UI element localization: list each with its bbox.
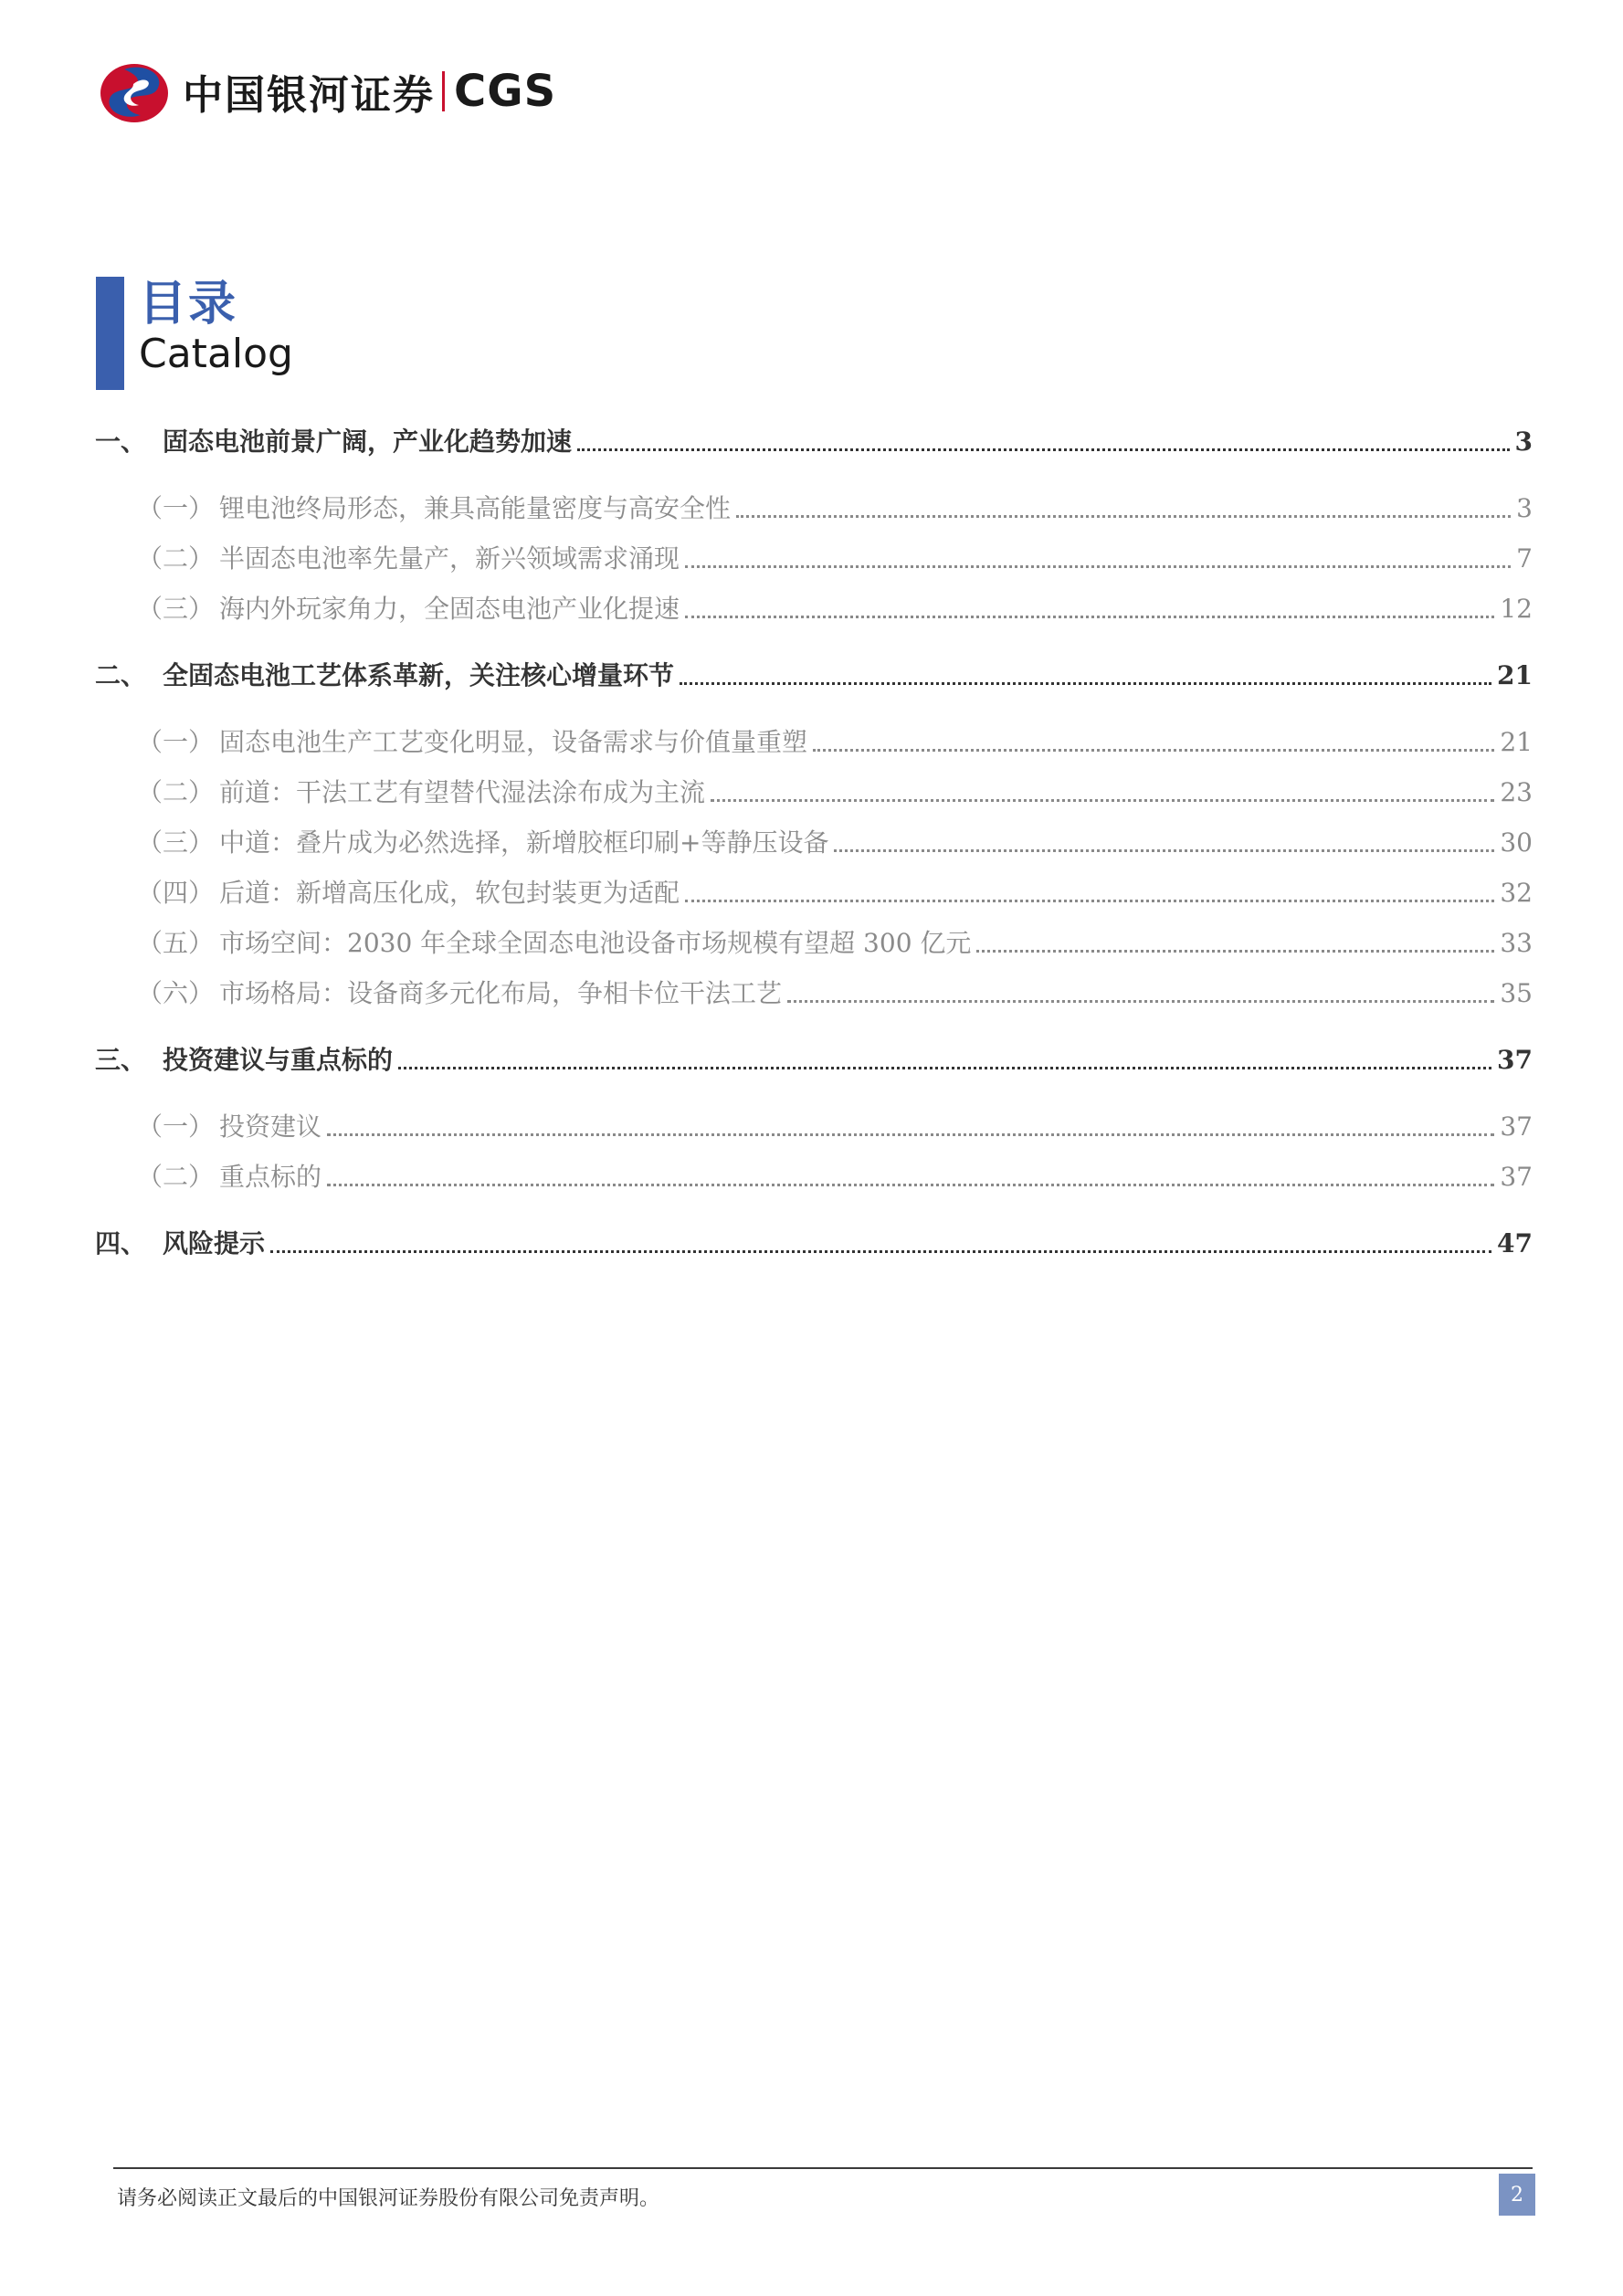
toc-entry-title: 风险提示 (163, 1228, 266, 1259)
toc-subsection-entry[interactable] (95, 773, 1533, 809)
brand-name-cn: 中国银河证券 (183, 72, 435, 119)
footer-divider (113, 2167, 1533, 2169)
toc-subsection-entry[interactable] (95, 489, 1533, 525)
toc-entry-title: 投资建议与重点标的 (163, 1045, 394, 1075)
toc-entry-number: 四、 (95, 1228, 147, 1259)
toc-dot-leader (577, 431, 1510, 458)
toc-dot-leader (787, 983, 1494, 1010)
catalog-title-cn: 目录 (139, 276, 238, 332)
toc-dot-leader (685, 548, 1511, 575)
page-number: 2 (1499, 2174, 1535, 2216)
toc-dot-leader (327, 1166, 1494, 1194)
toc-dot-leader (736, 498, 1511, 525)
toc-entry-page: 3 (1514, 427, 1533, 457)
toc-entry-page: 32 (1500, 878, 1533, 908)
toc-entry-title: 全固态电池工艺体系革新，关注核心增量环节 (163, 660, 675, 690)
toc-entry-page: 30 (1500, 827, 1533, 858)
toc-entry-page: 35 (1500, 978, 1533, 1008)
toc-entry-title: 中道：叠片成为必然选择，新增胶框印刷+等静压设备 (219, 827, 829, 858)
brand-name-en: CGS (454, 66, 557, 117)
toc-dot-leader (680, 665, 1491, 692)
toc-entry-page: 7 (1516, 543, 1533, 574)
toc-entry-number: 二、 (95, 660, 147, 690)
toc-section-entry[interactable] (95, 656, 1533, 692)
toc-entry-title: 海内外玩家角力，全固态电池产业化提速 (219, 594, 680, 624)
toc-dot-leader (834, 832, 1494, 859)
toc-entry-number: （一） (137, 493, 215, 523)
toc-dot-leader (813, 732, 1494, 759)
toc-entry-number: （二） (137, 1162, 215, 1192)
toc-entry-page: 21 (1497, 660, 1533, 690)
toc-subsection-entry[interactable] (95, 923, 1533, 960)
footer-disclaimer: 请务必阅读正文最后的中国银河证券股份有限公司免责声明。 (117, 2187, 660, 2210)
toc-entry-number: （一） (137, 727, 215, 757)
brand-logo (97, 57, 556, 126)
toc-entry-title: 市场空间：2030 年全球全固态电池设备市场规模有望超 300 亿元 (219, 928, 972, 958)
toc-dot-leader (398, 1049, 1491, 1077)
toc-subsection-entry[interactable] (95, 873, 1533, 910)
toc-entry-page: 47 (1497, 1228, 1533, 1259)
toc-dot-leader (270, 1233, 1491, 1260)
toc-entry-title: 市场格局：设备商多元化布局，争相卡位干法工艺 (219, 978, 783, 1008)
cgs-logo-icon (97, 57, 172, 126)
toc-entry-number: 三、 (95, 1045, 147, 1075)
toc-entry-number: （三） (137, 827, 215, 858)
toc-entry-number: （六） (137, 978, 215, 1008)
toc-entry-page: 12 (1500, 594, 1533, 624)
toc-entry-number: （二） (137, 777, 215, 807)
toc-dot-leader (327, 1116, 1494, 1143)
toc-entry-number: （四） (137, 878, 215, 908)
toc-subsection-entry[interactable] (95, 589, 1533, 626)
toc-dot-leader (685, 882, 1494, 910)
toc-entry-page: 37 (1500, 1162, 1533, 1192)
toc-entry-page: 23 (1500, 777, 1533, 807)
catalog-accent-bar (96, 277, 124, 390)
toc-entry-number: （三） (137, 594, 215, 624)
toc-subsection-entry[interactable] (95, 1157, 1533, 1194)
toc-section-entry[interactable] (95, 1224, 1533, 1260)
toc-entry-page: 3 (1516, 493, 1533, 523)
toc-subsection-entry[interactable] (95, 539, 1533, 575)
toc-entry-number: 一、 (95, 427, 147, 457)
catalog-title-en: Catalog (139, 331, 293, 377)
toc-entry-number: （二） (137, 543, 215, 574)
toc-entry-page: 33 (1500, 928, 1533, 958)
toc-dot-leader (711, 782, 1494, 809)
toc-entry-page: 37 (1500, 1111, 1533, 1142)
toc-dot-leader (976, 932, 1494, 960)
toc-subsection-entry[interactable] (95, 823, 1533, 859)
toc-entry-title: 前道：干法工艺有望替代湿法涂布成为主流 (219, 777, 706, 807)
brand-separator (442, 71, 445, 111)
toc-entry-title: 锂电池终局形态，兼具高能量密度与高安全性 (219, 493, 732, 523)
toc-section-entry[interactable] (95, 1040, 1533, 1077)
toc-dot-leader (685, 598, 1494, 626)
toc-entry-title: 重点标的 (219, 1162, 322, 1192)
toc-subsection-entry[interactable] (95, 1107, 1533, 1143)
toc-entry-page: 21 (1500, 727, 1533, 757)
toc-entry-title: 投资建议 (219, 1111, 322, 1142)
toc-section-entry[interactable] (95, 422, 1533, 458)
toc-subsection-entry[interactable] (95, 722, 1533, 759)
toc-entry-number: （一） (137, 1111, 215, 1142)
toc-entry-title: 后道：新增高压化成，软包封装更为适配 (219, 878, 680, 908)
toc-entry-title: 固态电池前景广阔，产业化趋势加速 (163, 427, 573, 457)
toc-entry-number: （五） (137, 928, 215, 958)
toc-entry-title: 固态电池生产工艺变化明显，设备需求与价值量重塑 (219, 727, 808, 757)
toc-entry-page: 37 (1497, 1045, 1533, 1075)
toc-entry-title: 半固态电池率先量产，新兴领域需求涌现 (219, 543, 680, 574)
toc-subsection-entry[interactable] (95, 974, 1533, 1010)
